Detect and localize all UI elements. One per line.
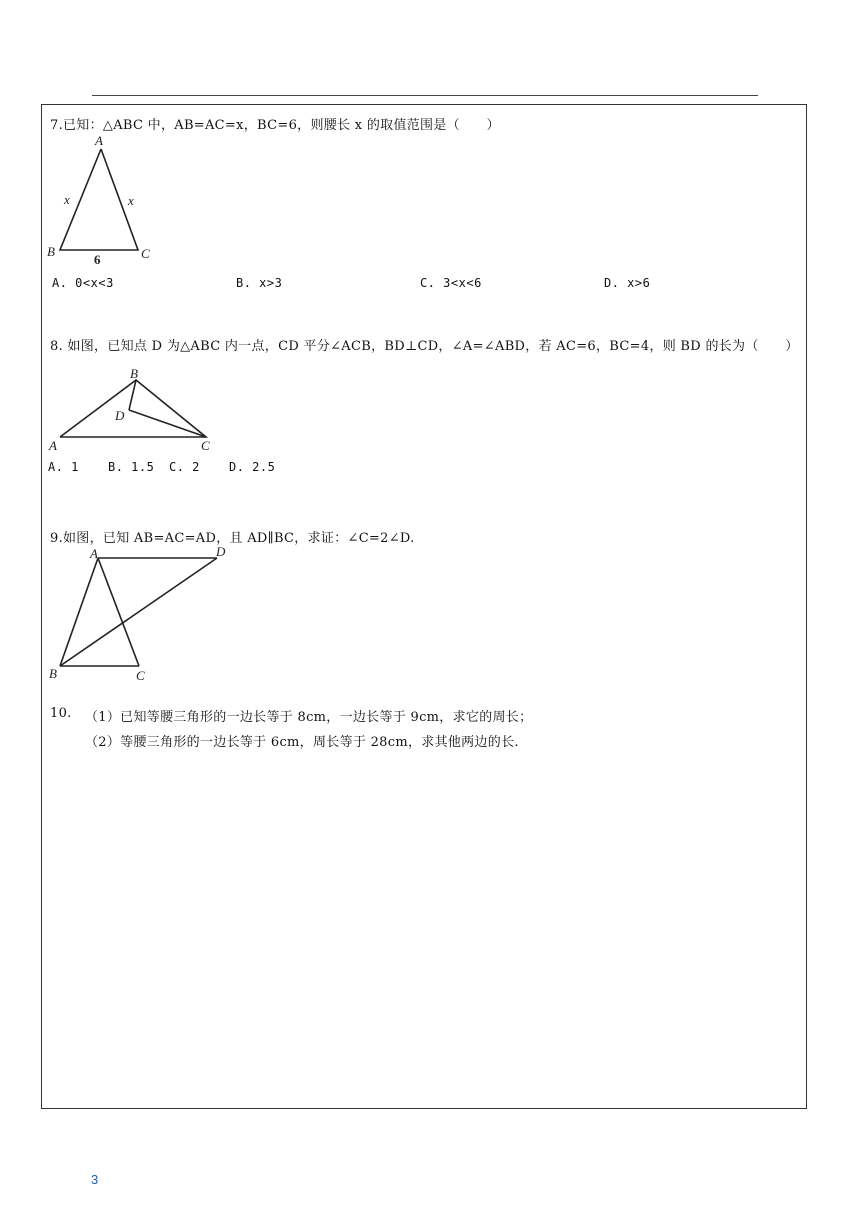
q10-part2: （2）等腰三角形的一边长等于 6cm，周长等于 28cm，求其他两边的长. (85, 735, 519, 750)
q9-segment-ac (98, 558, 139, 666)
q7-label-6: 6 (94, 252, 101, 267)
q8-text: 8. 如图，已知点 D 为△ABC 内一点，CD 平分∠ACB，BD⊥CD，∠A=∠ABD，若 AC=6，BC=4，则 BD 的长为（ ） (50, 339, 799, 354)
q9-segment-bd (60, 558, 217, 666)
q9-label-c: C (136, 668, 145, 683)
q10-part1: （1）已知等腰三角形的一边长等于 8cm，一边长等于 9cm，求它的周长； (85, 710, 533, 725)
q7-label-x-left: x (64, 192, 70, 207)
q9-segment-ab (60, 558, 98, 666)
q7-option-b: B. x>3 (236, 276, 283, 290)
q10-label: 10. (50, 706, 72, 721)
q7-option-a: A. 0<x<3 (52, 276, 114, 290)
q8-label-c: C (201, 438, 210, 453)
q7-label-b: B (47, 244, 55, 259)
q8-label-a: A (49, 438, 57, 453)
q8-segment-dc (129, 410, 206, 437)
q9-label-a: A (90, 546, 98, 561)
q7-option-d: D. x>6 (604, 276, 651, 290)
q7-label-a: A (95, 133, 103, 148)
page-number: 3 (91, 1172, 99, 1187)
q8-option-d: D. 2.5 (229, 460, 276, 474)
q9-figure (44, 544, 234, 684)
q8-triangle-outline (60, 380, 206, 437)
header-rule (92, 95, 758, 96)
q7-triangle-figure (44, 132, 164, 267)
q7-text: 7.已知：△ABC 中，AB=AC=x，BC=6，则腰长 x 的取值范围是（ ） (50, 118, 500, 133)
q8-option-c: C. 2 (169, 460, 200, 474)
q8-label-d: D (115, 408, 125, 423)
q7-triangle-outline (60, 149, 138, 250)
q8-option-a: A. 1 (48, 460, 79, 474)
q9-text: 9.如图，已知 AB=AC=AD，且 AD∥BC，求证：∠C=2∠D. (50, 531, 415, 546)
q7-label-x-right: x (128, 193, 134, 208)
q8-option-b: B. 1.5 (108, 460, 155, 474)
q8-label-b: B (130, 366, 138, 381)
q7-label-c: C (141, 246, 150, 261)
q9-label-d: D (216, 544, 226, 559)
q9-label-b: B (49, 666, 57, 681)
q7-option-c: C. 3<x<6 (420, 276, 482, 290)
q8-triangle-figure (44, 364, 224, 456)
